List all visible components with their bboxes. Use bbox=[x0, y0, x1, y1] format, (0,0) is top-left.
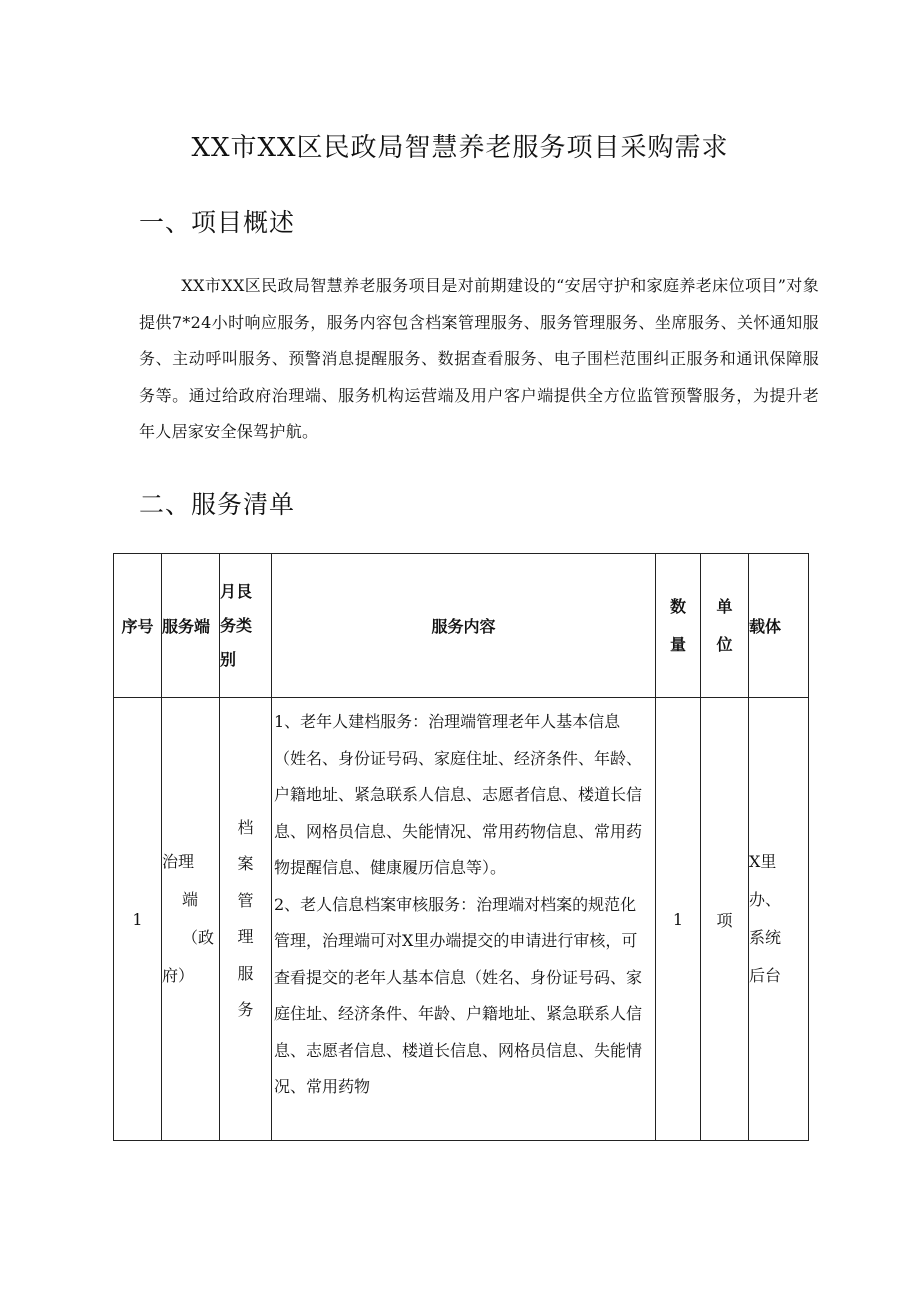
header-quantity-line: 量 bbox=[669, 634, 686, 654]
carrier-line: 系统 bbox=[749, 928, 782, 947]
carrier-line: 办、 bbox=[749, 890, 782, 909]
content-item: 1、老年人建档服务：治理端管理老年人基本信息（姓名、身份证号码、家庭住址、经济条件、年龄、户籍地址、紧急联系人信息、志愿者信息、楼道长信息、网格员信息、失能情况、常用药物信息、常用药物提醒信息、健康履历信息等）。 bbox=[274, 712, 643, 877]
overview-paragraph: XX市XX区民政局智慧养老服务项目是对前期建设的“安居守护和家庭养老床位项目”对象提供7*24小时响应服务，服务内容包含档案管理服务、服务管理服务、坐席服务、关怀通知服务、主动呼叫服务、预警消息提醒服务、数据查看服务、电子围栏范围纠正服务和通讯保障服务等。通过给政府治理端、服务机构运营端及用户客户端提供全方位监管预警服务，为提升老年人居家安全保驾护航。 bbox=[139, 276, 819, 441]
header-service-end: 服务端 bbox=[162, 554, 220, 698]
header-unit-line: 单 bbox=[716, 596, 733, 616]
service-end-line: 端 bbox=[182, 890, 199, 909]
content-item: 2、老人信息档案审核服务：治理端对档案的规范化管理，治理端可对X里办端提交的申请进行审核，可查看提交的老年人基本信息（姓名、身份证号码、家庭住址、经济条件、年龄、户籍地址、紧急联系人信息、志愿者信息、楼道长信息、网格员信息、失能情况、常用药物 bbox=[274, 894, 643, 1096]
service-end-line: 府） bbox=[162, 966, 195, 985]
category-char: 务 bbox=[237, 1000, 254, 1019]
category-char: 服 bbox=[237, 963, 254, 983]
cell-service-category bbox=[220, 698, 272, 1141]
category-char: 理 bbox=[237, 927, 254, 946]
cell-unit: 项 bbox=[701, 698, 749, 1141]
cell-service-end bbox=[162, 698, 220, 1141]
header-service-category bbox=[220, 554, 272, 698]
header-quantity bbox=[656, 554, 701, 698]
header-category-line: 务类 bbox=[220, 615, 253, 635]
cell-carrier bbox=[749, 698, 809, 1141]
cell-quantity: 1 bbox=[656, 698, 701, 1141]
carrier-line: X里 bbox=[749, 852, 777, 871]
carrier-line: 后台 bbox=[749, 966, 782, 985]
document-title: XX市XX区民政局智慧养老服务项目采购需求 bbox=[191, 133, 729, 163]
header-unit bbox=[701, 554, 749, 698]
cell-index: 1 bbox=[114, 698, 162, 1141]
category-char: 案 bbox=[237, 854, 254, 873]
header-service-content: 服务内容 bbox=[272, 554, 656, 698]
header-category-line: 月艮 bbox=[220, 581, 253, 601]
cell-service-content bbox=[272, 698, 656, 1141]
section-heading-overview: 一、项目概述 bbox=[139, 208, 296, 237]
service-list-table bbox=[113, 553, 809, 1141]
header-unit-line: 位 bbox=[716, 634, 733, 654]
header-quantity-line: 数 bbox=[669, 596, 686, 616]
header-carrier: 载体 bbox=[749, 554, 809, 698]
service-end-line: 治理 bbox=[162, 852, 195, 871]
header-index: 序号 bbox=[114, 554, 162, 698]
table-header-row bbox=[114, 554, 809, 698]
table-row bbox=[114, 698, 809, 1141]
service-end-line: （政 bbox=[182, 928, 215, 947]
header-category-line: 别 bbox=[220, 649, 237, 669]
category-char: 档 bbox=[237, 817, 254, 837]
section-heading-service-list: 二、服务清单 bbox=[139, 490, 296, 519]
category-char: 管 bbox=[237, 890, 254, 910]
